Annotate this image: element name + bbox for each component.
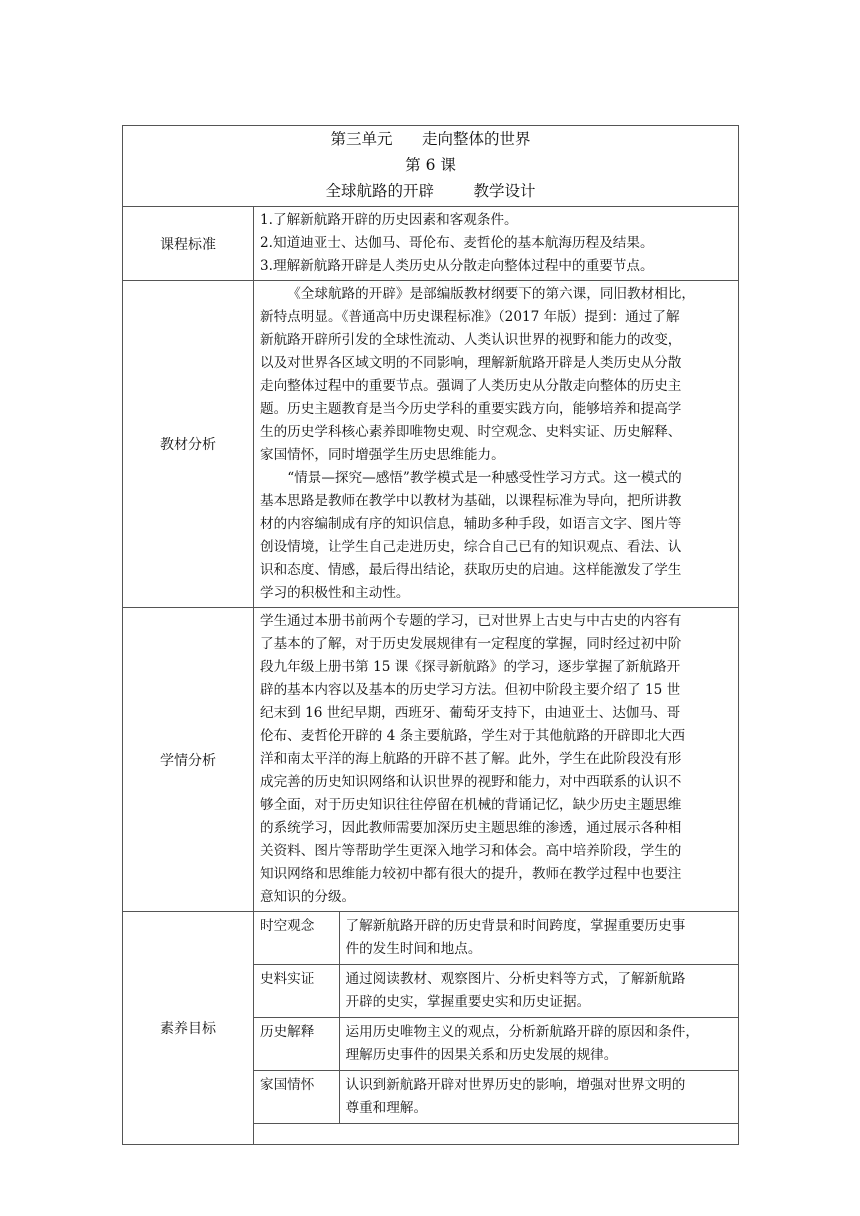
unit-title: 第三单元 走向整体的世界 — [330, 130, 531, 148]
text-line: 基本思路是教师在教学中以教材为基础，以课程标准为导向，把所讲教 — [260, 493, 682, 509]
text-line: 运用历史唯物主义的观点，分析新航路开辟的原因和条件， — [345, 1024, 699, 1040]
goal-row — [254, 1018, 738, 1071]
text-line: 材的内容编制成有序的知识信息，辅助多种手段，如语言文字、图片等 — [260, 516, 682, 532]
text-line: 学习的积极性和主动性。 — [260, 585, 410, 601]
text-line: 成完善的历史知识网络和认识世界的视野和能力，对中西联系的认识不 — [260, 774, 682, 790]
text-line: 理解历史事件的因果关系和历史发展的规律。 — [345, 1047, 618, 1063]
text-line: 走向整体过程中的重要节点。强调了人类历史从分散走向整体的历史主 — [260, 378, 682, 394]
goal-row — [254, 965, 738, 1018]
text-line: 纪末到 16 世纪早期，西班牙、葡萄牙支持下，由迪亚士、达伽马、哥 — [260, 705, 681, 721]
literacy-goals-table — [254, 912, 738, 1144]
standard-item: 2.知道迪亚士、达伽马、哥伦布、麦哲伦的基本航海历程及结果。 — [260, 235, 654, 251]
text-line: 的系统学习，因此教师需要加深历史主题思维的渗透，通过展示各种相 — [260, 820, 682, 836]
text-line: 以及对世界各区域文明的不同影响，理解新航路开辟是人类历史从分散 — [260, 355, 682, 371]
lesson-title: 全球航路的开辟 教学设计 — [325, 182, 536, 200]
learner-analysis-label: 学情分析 — [123, 608, 254, 912]
text-line: 段九年级上册书第 15 课《探寻新航路》的学习，逐步掌握了新航路开 — [260, 659, 681, 675]
literacy-goals-content — [254, 912, 739, 1145]
text-line: 学生通过本册书前两个专题的学习，已对世界上古史与中古史的内容有 — [260, 613, 682, 629]
material-analysis-row — [123, 281, 739, 608]
goal-name: 史料实证 — [254, 965, 339, 1018]
material-analysis-label: 教材分析 — [123, 281, 254, 608]
text-line: 辟的基本内容以及基本的历史学习方法。但初中阶段主要介绍了 15 世 — [260, 682, 681, 698]
empty-goal-row — [254, 1124, 738, 1145]
goal-description — [339, 912, 738, 965]
text-line: 伦布、麦哲伦开辟的 4 条主要航路，学生对于其他航路的开辟即北大西 — [260, 728, 686, 744]
standard-item: 1.了解新航路开辟的历史因素和客观条件。 — [260, 212, 518, 228]
text-line: 了基本的了解，对于历史发展规律有一定程度的掌握，同时经过初中阶 — [260, 636, 682, 652]
goal-description — [339, 1071, 738, 1124]
text-line: 家国情怀，同时增强学生历史思维能力。 — [260, 447, 505, 463]
literacy-goals-row — [123, 912, 739, 1145]
text-line: 识和态度、情感，最后得出结论，获取历史的启迪。这样能激发了学生 — [260, 562, 682, 578]
text-line: 《全球航路的开辟》是部编版教材纲要下的第六课，同旧教材相比， — [287, 286, 695, 302]
text-line: “情景—探究—感悟”教学模式是一种感受性学习方式。这一模式的 — [287, 470, 682, 486]
text-line: 开辟的史实，掌握重要史实和历史证据。 — [345, 994, 591, 1010]
lesson-plan-table — [122, 125, 739, 1145]
goal-name: 时空观念 — [254, 912, 339, 965]
text-line: 洋和南太平洋的海上航路的开辟不甚了解。此外，学生在此阶段没有形 — [260, 751, 682, 767]
text-line: 通过阅读教材、观察图片、分析史料等方式，了解新航路 — [345, 971, 686, 987]
standards-content — [254, 207, 739, 281]
text-line: 够全面，对于历史知识往往停留在机械的背诵记忆，缺少历史主题思维 — [260, 797, 682, 813]
literacy-goals-label: 素养目标 — [123, 912, 254, 1145]
text-line: 认识到新航路开辟对世界历史的影响，增强对世界文明的 — [345, 1077, 686, 1093]
goal-description — [339, 1018, 738, 1071]
goal-row — [254, 912, 738, 965]
goal-name: 家国情怀 — [254, 1071, 339, 1124]
text-line: 新航路开辟所引发的全球性流动、人类认识世界的视野和能力的改变， — [260, 332, 682, 348]
title-row — [123, 126, 739, 207]
text-line: 题。历史主题教育是当今历史学科的重要实践方向，能够培养和提高学 — [260, 401, 682, 417]
goal-description — [339, 965, 738, 1018]
text-line: 件的发生时间和地点。 — [345, 941, 482, 957]
lesson-number: 第 6 课 — [405, 156, 456, 174]
standards-label: 课程标准 — [123, 207, 254, 281]
standards-row — [123, 207, 739, 281]
learner-analysis-content — [254, 608, 739, 912]
learner-analysis-row — [123, 608, 739, 912]
empty-cell — [254, 1124, 738, 1145]
goal-name: 历史解释 — [254, 1018, 339, 1071]
text-line: 尊重和理解。 — [345, 1100, 428, 1116]
title-cell — [123, 126, 739, 207]
text-line: 了解新航路开辟的历史背景和时间跨度，掌握重要历史事 — [345, 918, 686, 934]
text-line: 意知识的分级。 — [260, 889, 356, 905]
goal-row — [254, 1071, 738, 1124]
text-line: 新特点明显。《普通高中历史课程标准》（2017 年版）提到：通过了解 — [260, 309, 680, 325]
text-line: 创设情境，让学生自己走进历史，综合自己已有的知识观点、看法、认 — [260, 539, 682, 555]
text-line: 生的历史学科核心素养即唯物史观、时空观念、史料实证、历史解释、 — [260, 424, 682, 440]
standard-item: 3.理解新航路开辟是人类历史从分散走向整体过程中的重要节点。 — [260, 258, 654, 274]
text-line: 关资料、图片等帮助学生更深入地学习和体会。高中培养阶段，学生的 — [260, 843, 682, 859]
material-analysis-content — [254, 281, 739, 608]
text-line: 知识网络和思维能力较初中都有很大的提升，教师在教学过程中也要注 — [260, 866, 682, 882]
